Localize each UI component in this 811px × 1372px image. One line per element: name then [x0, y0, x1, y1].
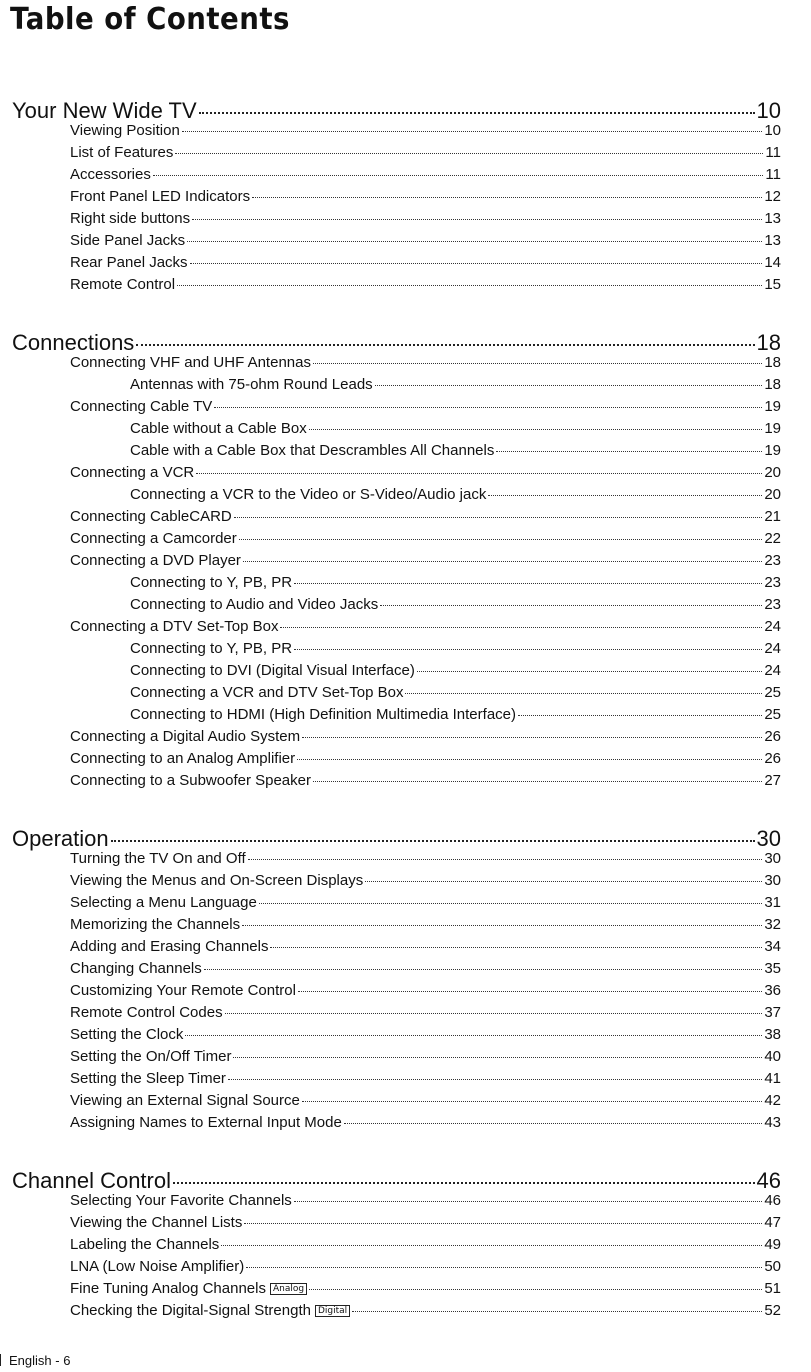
- dot-leader: [365, 881, 762, 882]
- toc-entry-page: 23: [764, 574, 781, 591]
- toc-entry-label: Rear Panel Jacks: [70, 254, 188, 271]
- dot-leader: [199, 112, 755, 114]
- toc-entry[interactable]: [70, 1258, 781, 1275]
- toc-entry-page: 38: [764, 1026, 781, 1043]
- toc-section[interactable]: [12, 1168, 781, 1194]
- dot-leader: [375, 385, 763, 386]
- toc-entry[interactable]: [70, 1048, 781, 1065]
- toc-entry-label: Connecting a VCR: [70, 464, 195, 481]
- toc-entry[interactable]: [70, 188, 781, 205]
- toc-entry-label: Checking the Digital-Signal Strength: [70, 1302, 311, 1319]
- dot-leader: [297, 759, 762, 760]
- toc-entry-page: 10: [756, 98, 781, 123]
- toc-entry-page: 24: [764, 662, 781, 679]
- toc-entry-label: Remote Control Codes: [70, 1004, 223, 1021]
- dot-leader: [177, 285, 762, 286]
- dot-leader: [242, 925, 762, 926]
- dot-leader: [280, 627, 762, 628]
- toc-entry[interactable]: [70, 1026, 781, 1043]
- toc-entry-page: 19: [764, 420, 781, 437]
- toc-entry-page: 23: [764, 552, 781, 569]
- toc-entry-page: 13: [764, 232, 781, 249]
- toc-entry-badge: Analog: [270, 1283, 307, 1295]
- toc-entry-page: 31: [764, 894, 781, 911]
- toc-entry-label: Setting the On/Off Timer: [70, 1048, 232, 1065]
- toc-entry-page: 23: [764, 596, 781, 613]
- toc-entry-label: Turning the TV On and Off: [70, 850, 246, 867]
- toc-entry-label: Setting the Sleep Timer: [70, 1070, 226, 1087]
- toc-entry-label: Right side buttons: [70, 210, 191, 227]
- dot-leader: [111, 840, 755, 842]
- toc-entry[interactable]: [70, 1214, 781, 1231]
- toc-entry[interactable]: [70, 464, 781, 481]
- dot-leader: [233, 1057, 762, 1058]
- toc-entry-page: 50: [764, 1258, 781, 1275]
- toc-entry[interactable]: [70, 850, 781, 867]
- dot-leader: [187, 241, 762, 242]
- toc-entry[interactable]: [70, 1280, 781, 1297]
- dot-leader: [417, 671, 762, 672]
- toc-entry-page: 13: [764, 210, 781, 227]
- dot-leader: [313, 363, 762, 364]
- footer-text: English - 6: [9, 1353, 71, 1368]
- toc-entry[interactable]: [130, 662, 781, 679]
- toc-entry[interactable]: [70, 750, 781, 767]
- toc-entry[interactable]: [70, 938, 781, 955]
- dot-leader: [380, 605, 762, 606]
- toc-entry-label: Connecting Cable TV: [70, 398, 213, 415]
- toc-entry[interactable]: [70, 354, 781, 371]
- dot-leader: [518, 715, 762, 716]
- toc-entry-page: 10: [764, 122, 781, 139]
- toc-entry-label: Connecting a Camcorder: [70, 530, 237, 547]
- toc-entry-page: 15: [764, 276, 781, 293]
- toc-entry-label: Cable with a Cable Box that Descrambles All Channels: [130, 442, 495, 459]
- toc-entry-label: Assigning Names to External Input Mode: [70, 1114, 342, 1131]
- toc-entry-label: Remote Control: [70, 276, 176, 293]
- toc-entry-label: Connecting to Y, PB, PR: [130, 640, 293, 657]
- toc-entry-page: 24: [764, 640, 781, 657]
- toc-entry[interactable]: [130, 574, 781, 591]
- dot-leader: [405, 693, 762, 694]
- toc-entry-page: 20: [764, 464, 781, 481]
- toc-entry-page: 32: [764, 916, 781, 933]
- dot-leader: [214, 407, 762, 408]
- dot-leader: [270, 947, 762, 948]
- toc-section[interactable]: [12, 330, 781, 356]
- dot-leader: [302, 737, 762, 738]
- toc-entry-page: 18: [756, 330, 781, 355]
- toc-entry[interactable]: [70, 1114, 781, 1131]
- toc-entry-label: Channel Control: [12, 1168, 171, 1193]
- toc-entry-page: 25: [764, 706, 781, 723]
- toc-entry-label: LNA (Low Noise Amplifier): [70, 1258, 245, 1275]
- dot-leader: [244, 1223, 762, 1224]
- dot-leader: [234, 517, 763, 518]
- toc-entry-label: Labeling the Channels: [70, 1236, 220, 1253]
- toc-entry[interactable]: [70, 144, 781, 161]
- toc-entry-page: 37: [764, 1004, 781, 1021]
- toc-section[interactable]: [12, 98, 781, 124]
- toc-entry-label: Connecting a VCR to the Video or S-Video/Audio jack: [130, 486, 487, 503]
- toc-entry-label: Antennas with 75-ohm Round Leads: [130, 376, 373, 393]
- toc-entry-label: Memorizing the Channels: [70, 916, 241, 933]
- toc-entry-page: 25: [764, 684, 781, 701]
- dot-leader: [259, 903, 763, 904]
- toc-entry-page: 30: [764, 850, 781, 867]
- toc-entry-page: 46: [756, 1168, 781, 1193]
- toc-entry-page: 27: [764, 772, 781, 789]
- toc-entry-label: Setting the Clock: [70, 1026, 184, 1043]
- toc-entry[interactable]: [130, 640, 781, 657]
- toc-entry-label: Connecting a DTV Set-Top Box: [70, 618, 279, 635]
- toc-entry-page: 20: [764, 486, 781, 503]
- dot-leader: [309, 1289, 762, 1290]
- dot-leader: [294, 649, 762, 650]
- toc-entry-page: 22: [764, 530, 781, 547]
- toc-entry[interactable]: [70, 508, 781, 525]
- toc-entry[interactable]: [130, 486, 781, 503]
- toc-entry[interactable]: [70, 530, 781, 547]
- toc-entry-label: Connecting VHF and UHF Antennas: [70, 354, 311, 371]
- dot-leader: [302, 1101, 762, 1102]
- toc-entry-page: 42: [764, 1092, 781, 1109]
- toc-entry-page: 47: [764, 1214, 781, 1231]
- toc-entry-label: Connecting a DVD Player: [70, 552, 241, 569]
- dot-leader: [294, 583, 762, 584]
- toc-entry-label: Connecting to HDMI (High Definition Multimedia Interface): [130, 706, 516, 723]
- dot-leader: [136, 344, 754, 346]
- dot-leader: [239, 539, 763, 540]
- dot-leader: [173, 1182, 755, 1184]
- toc-entry-label: Connecting to DVI (Digital Visual Interface): [130, 662, 415, 679]
- toc-entry-page: 18: [764, 376, 781, 393]
- toc-entry-label: Connecting a Digital Audio System: [70, 728, 301, 745]
- toc-entry[interactable]: [70, 552, 781, 569]
- dot-leader: [153, 175, 764, 176]
- toc-entry-page: 12: [764, 188, 781, 205]
- toc-entry-label: Cable without a Cable Box: [130, 420, 307, 437]
- dot-leader: [344, 1123, 763, 1124]
- toc-entry-page: 52: [764, 1302, 781, 1319]
- toc-entry-page: 35: [764, 960, 781, 977]
- toc-entry-label: Customizing Your Remote Control: [70, 982, 296, 999]
- toc-entry-label: Side Panel Jacks: [70, 232, 186, 249]
- dot-leader: [221, 1245, 762, 1246]
- toc-entry-page: 46: [764, 1192, 781, 1209]
- dot-leader: [352, 1311, 762, 1312]
- dot-leader: [204, 969, 763, 970]
- dot-leader: [309, 429, 763, 430]
- toc-entry-page: 19: [764, 398, 781, 415]
- toc-entry-label: Viewing the Channel Lists: [70, 1214, 243, 1231]
- toc-entry-page: 24: [764, 618, 781, 635]
- toc-entry[interactable]: [70, 232, 781, 249]
- toc-entry-label: Connecting a VCR and DTV Set-Top Box: [130, 684, 404, 701]
- toc-entry[interactable]: [70, 1192, 781, 1209]
- toc-entry[interactable]: [70, 982, 781, 999]
- toc-section[interactable]: [12, 826, 781, 852]
- page-footer: [0, 1353, 70, 1368]
- dot-leader: [246, 1267, 762, 1268]
- toc-entry-label: Connecting CableCARD: [70, 508, 232, 525]
- toc-entry-page: 51: [764, 1280, 781, 1297]
- toc-entry-page: 11: [765, 166, 781, 183]
- toc-entry[interactable]: [70, 728, 781, 745]
- toc-entry[interactable]: [130, 684, 781, 701]
- toc-entry-page: 26: [764, 750, 781, 767]
- toc-entry-page: 41: [764, 1070, 781, 1087]
- toc-entry[interactable]: [70, 1236, 781, 1253]
- toc-entry[interactable]: [70, 872, 781, 889]
- page-title: Table of Contents: [10, 2, 290, 37]
- toc-entry-page: 43: [764, 1114, 781, 1131]
- toc-entry[interactable]: [70, 960, 781, 977]
- toc-entry-label: Your New Wide TV: [12, 98, 197, 123]
- toc-entry-label: List of Features: [70, 144, 174, 161]
- toc-entry-label: Connections: [12, 330, 135, 355]
- toc-entry-page: 21: [764, 508, 781, 525]
- toc-entry[interactable]: [70, 1004, 781, 1021]
- toc-entry-label: Connecting to a Subwoofer Speaker: [70, 772, 311, 789]
- toc-entry[interactable]: [130, 420, 781, 437]
- toc-entry-label: Front Panel LED Indicators: [70, 188, 251, 205]
- toc-entry-badge: Digital: [315, 1305, 350, 1317]
- toc-entry-page: 19: [764, 442, 781, 459]
- toc-entry-page: 34: [764, 938, 781, 955]
- dot-leader: [228, 1079, 762, 1080]
- toc-entry[interactable]: [130, 376, 781, 393]
- dot-leader: [192, 219, 762, 220]
- toc-entry-label: Connecting to an Analog Amplifier: [70, 750, 296, 767]
- toc-entry[interactable]: [70, 276, 781, 293]
- dot-leader: [298, 991, 762, 992]
- toc-entry-label: Operation: [12, 826, 109, 851]
- toc-entry-label: Changing Channels: [70, 960, 202, 977]
- toc-entry[interactable]: [130, 442, 781, 459]
- toc-entry-page: 49: [764, 1236, 781, 1253]
- dot-leader: [190, 263, 763, 264]
- margin-mark: [0, 1354, 5, 1366]
- toc-entry-page: 30: [764, 872, 781, 889]
- dot-leader: [294, 1201, 763, 1202]
- dot-leader: [185, 1035, 762, 1036]
- toc-entry-page: 14: [764, 254, 781, 271]
- dot-leader: [243, 561, 762, 562]
- toc-entry-label: Adding and Erasing Channels: [70, 938, 269, 955]
- toc-entry[interactable]: [70, 894, 781, 911]
- toc-entry[interactable]: [70, 122, 781, 139]
- toc-entry-label: Connecting to Y, PB, PR: [130, 574, 293, 591]
- toc-entry-page: 30: [756, 826, 781, 851]
- toc-entry[interactable]: [70, 398, 781, 415]
- toc-entry-page: 40: [764, 1048, 781, 1065]
- dot-leader: [248, 859, 763, 860]
- toc-entry-label: Selecting Your Favorite Channels: [70, 1192, 292, 1209]
- toc-entry[interactable]: [130, 706, 781, 723]
- toc-entry-page: 18: [764, 354, 781, 371]
- dot-leader: [488, 495, 762, 496]
- toc-entry[interactable]: [70, 1070, 781, 1087]
- toc-entry-page: 26: [764, 728, 781, 745]
- toc-entry[interactable]: [70, 1302, 781, 1319]
- toc-entry[interactable]: [70, 1092, 781, 1109]
- toc-entry[interactable]: [130, 596, 781, 613]
- toc-entry-label: Fine Tuning Analog Channels: [70, 1280, 266, 1297]
- toc-entry-label: Viewing an External Signal Source: [70, 1092, 300, 1109]
- dot-leader: [252, 197, 762, 198]
- dot-leader: [182, 131, 763, 132]
- toc-entry-label: Selecting a Menu Language: [70, 894, 257, 911]
- toc-entry[interactable]: [70, 916, 781, 933]
- toc-entry-label: Accessories: [70, 166, 151, 183]
- dot-leader: [313, 781, 762, 782]
- toc-entry-label: Viewing the Menus and On-Screen Displays: [70, 872, 364, 889]
- dot-leader: [175, 153, 763, 154]
- toc-entry-label: Viewing Position: [70, 122, 180, 139]
- toc-entry-page: 11: [765, 144, 781, 161]
- toc-entry[interactable]: [70, 254, 781, 271]
- toc-entry-label: Connecting to Audio and Video Jacks: [130, 596, 379, 613]
- dot-leader: [496, 451, 762, 452]
- dot-leader: [225, 1013, 763, 1014]
- toc-entry[interactable]: [70, 210, 781, 227]
- toc-entry-page: 36: [764, 982, 781, 999]
- toc-entry[interactable]: [70, 166, 781, 183]
- toc-entry[interactable]: [70, 618, 781, 635]
- toc-entry[interactable]: [70, 772, 781, 789]
- dot-leader: [196, 473, 762, 474]
